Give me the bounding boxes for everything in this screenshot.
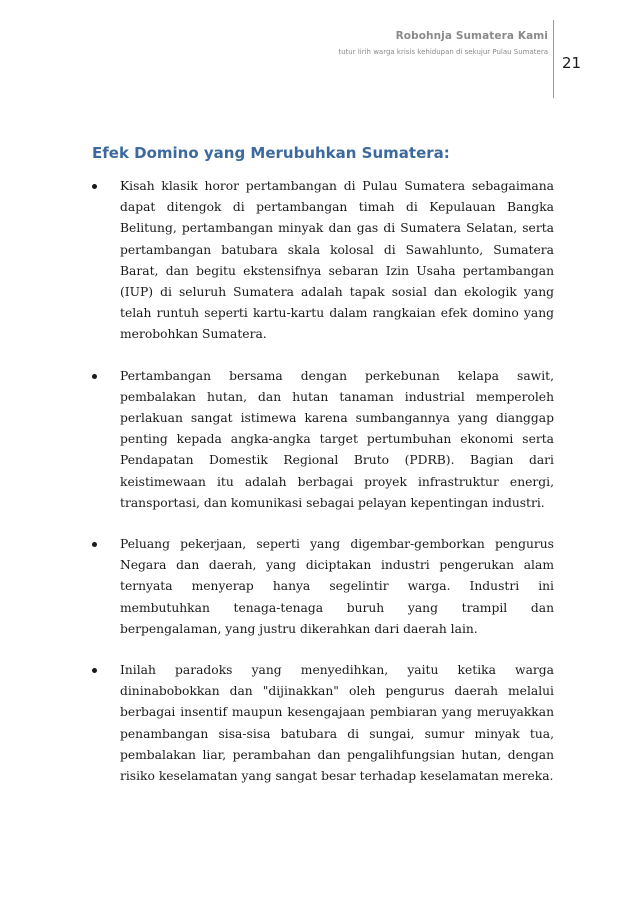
bullet-text: Inilah paradoks yang menyedihkan, yaitu ketika warga dininabobokkan dan "dijinakkan" oleh pengurus daerah melalui berbagai insentif maupun kesengajaan pembiaran yang meruyakkan penambangan sisa-sisa batubara di sungai, sumur minyak tua, pembalakan liar, perambahan dan pengalihfungsian hutan, dengan risiko keselamatan yang sangat besar terhadap keselamatan mereka. [120, 663, 554, 784]
bullet-item [92, 366, 554, 514]
bullet-text: Kisah klasik horor pertambangan di Pulau Sumatera sebagaimana dapat ditengok di pertambangan timah di Kepulauan Bangka Belitung, pertambangan minyak dan gas di Sumatera Selatan, serta pertambangan batubara skala kolosal di Sawahlunto, Sumatera Barat, dan begitu ekstensifnya sebaran Izin Usaha pertambangan (IUP) di seluruh Sumatera adalah tapak sosial dan ekologik yang telah runtuh seperti kartu-kartu dalam rangkaian efek domino yang merobohkan Sumatera. [120, 179, 554, 342]
header-subtitle: tutur lirih warga krisis kehidupan di sekujur Pulau Sumatera [338, 48, 548, 56]
bullet-icon [92, 668, 97, 673]
header-text-block [338, 30, 548, 56]
section-content [92, 176, 554, 807]
bullet-item [92, 176, 554, 346]
bullet-text: Peluang pekerjaan, seperti yang digembar-gemborkan pengurus Negara dan daerah, yang diciptakan industri pengerukan alam ternyata menyerap hanya segelintir warga. Industri ini membutuhkan tenaga-tenaga buruh yang trampil dan berpengalaman, yang justru dikerahkan dari daerah lain. [120, 537, 554, 636]
page-number: 21 [562, 54, 582, 72]
section-heading: Efek Domino yang Merubuhkan Sumatera: [92, 144, 450, 162]
header-divider [553, 20, 554, 98]
bullet-icon [92, 542, 97, 547]
bullet-text: Pertambangan bersama dengan perkebunan kelapa sawit, pembalakan hutan, dan hutan tanaman industrial memperoleh perlakuan sangat istimewa karena sumbangannya yang dianggap penting kepada angka-angka target pertumbuhan ekonomi serta Pendapatan Domestik Regional Bruto (PDRB). Bagian dari keistimewaan itu adalah berbagai proyek infrastruktur energi, transportasi, dan komunikasi sebagai pelayan kepentingan industri. [120, 368, 554, 510]
bullet-icon [92, 374, 97, 379]
header-title: Robohnja Sumatera Kami [395, 30, 548, 42]
bullet-list [92, 176, 554, 787]
bullet-icon [92, 184, 97, 189]
bullet-item [92, 534, 554, 640]
bullet-item [92, 660, 554, 787]
page-header [0, 20, 638, 80]
